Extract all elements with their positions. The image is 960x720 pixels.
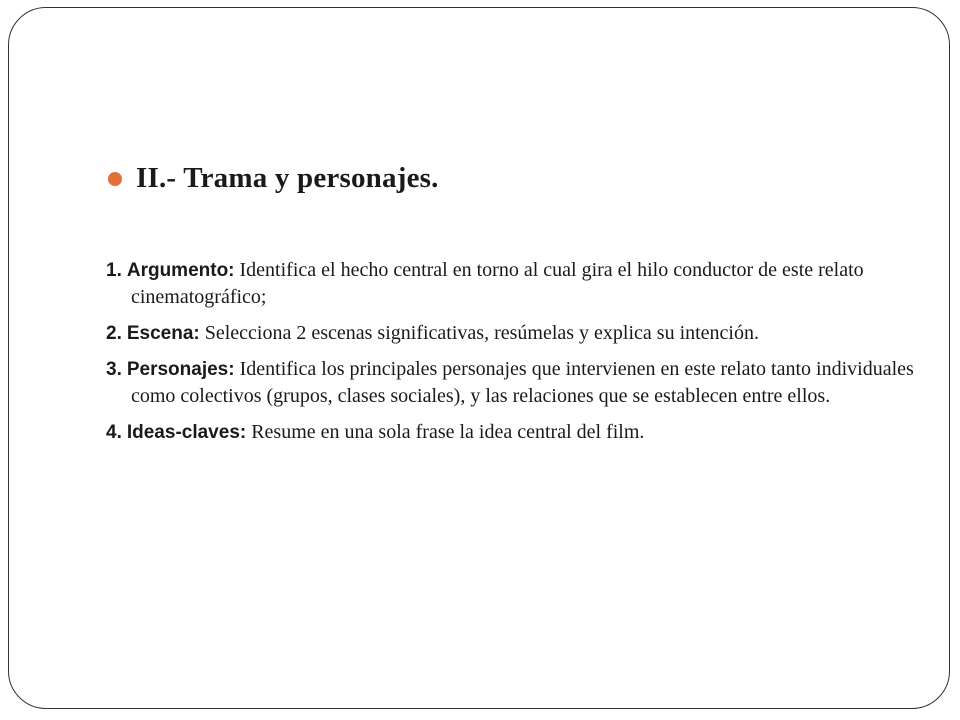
item-term: Argumento:: [126, 260, 235, 281]
instruction-list: [106, 257, 916, 455]
item-number: 2.: [106, 323, 122, 344]
item-number: 4.: [106, 422, 122, 443]
item-text: Identifica el hecho central en torno al cual gira el hilo conductor de este relato cinematográfico;: [131, 259, 864, 308]
item-number: 3.: [106, 359, 122, 380]
item-text: Identifica los principales personajes que intervienen en este relato tanto individuales como colectivos (grupos, clases sociales), y las relaciones que se establecen entre ellos.: [131, 358, 914, 407]
list-item-personajes: [106, 356, 916, 410]
list-item-ideas-claves: [106, 419, 916, 446]
item-term: Personajes:: [126, 359, 235, 380]
circle-bullet-icon: [108, 172, 122, 186]
item-text: Selecciona 2 escenas significativas, resúmelas y explica su intención.: [199, 322, 759, 344]
item-term: Escena:: [126, 323, 200, 344]
item-term: Ideas-claves:: [126, 422, 247, 443]
item-number: 1.: [106, 260, 122, 281]
item-text: Resume en una sola frase la idea central del film.: [246, 421, 645, 443]
heading-text: II.- Trama y personajes.: [136, 162, 439, 194]
slide-heading: [108, 162, 439, 195]
list-item-escena: [106, 320, 916, 347]
list-item-argumento: [106, 257, 916, 311]
